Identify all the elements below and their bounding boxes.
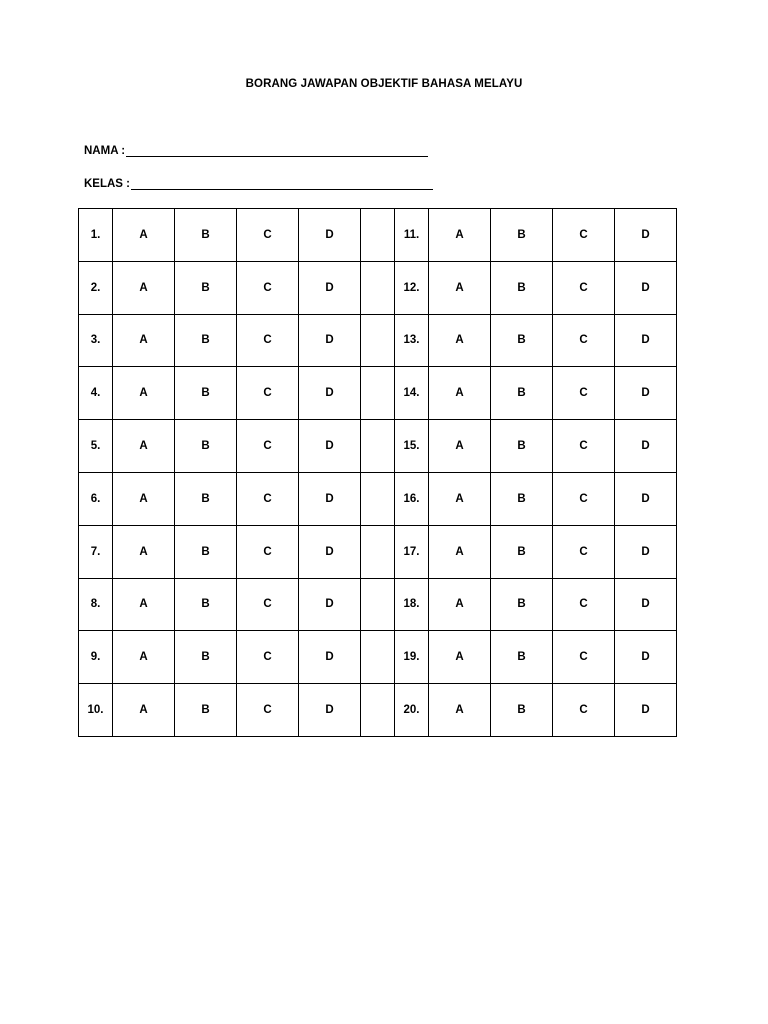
answer-option-a[interactable]: A [113,472,175,525]
answer-option-c[interactable]: C [553,578,615,631]
answer-option-a[interactable]: A [429,261,491,314]
answer-option-d[interactable]: D [299,525,361,578]
answer-option-a[interactable]: A [113,367,175,420]
answer-option-c[interactable]: C [553,472,615,525]
answer-option-d[interactable]: D [615,578,677,631]
table-row [79,367,677,420]
table-row [79,314,677,367]
spacer-cell [361,472,395,525]
answer-option-d[interactable]: D [615,261,677,314]
answer-option-b[interactable]: B [175,367,237,420]
question-number: 1. [79,209,113,262]
answer-option-b[interactable]: B [491,684,553,737]
answer-option-d[interactable]: D [615,209,677,262]
answer-option-a[interactable]: A [429,420,491,473]
answer-option-d[interactable]: D [615,314,677,367]
answer-option-b[interactable]: B [491,631,553,684]
answer-option-b[interactable]: B [175,472,237,525]
spacer-cell [361,209,395,262]
answer-option-b[interactable]: B [491,209,553,262]
question-number: 10. [79,684,113,737]
spacer-cell [361,631,395,684]
answer-option-c[interactable]: C [553,314,615,367]
answer-option-b[interactable]: B [175,420,237,473]
answer-option-a[interactable]: A [113,420,175,473]
table-row [79,261,677,314]
answer-option-c[interactable]: C [237,684,299,737]
answer-option-c[interactable]: C [553,525,615,578]
answer-option-d[interactable]: D [615,472,677,525]
answer-option-b[interactable]: B [491,367,553,420]
spacer-cell [361,367,395,420]
answer-option-a[interactable]: A [113,684,175,737]
table-row [79,684,677,737]
answer-option-b[interactable]: B [491,261,553,314]
answer-option-d[interactable]: D [299,684,361,737]
answer-option-d[interactable]: D [615,684,677,737]
answer-option-b[interactable]: B [491,525,553,578]
answer-option-c[interactable]: C [237,420,299,473]
answer-option-d[interactable]: D [299,420,361,473]
answer-option-b[interactable]: B [175,631,237,684]
question-number: 19. [395,631,429,684]
answer-option-c[interactable]: C [237,314,299,367]
answer-option-b[interactable]: B [491,578,553,631]
answer-option-d[interactable]: D [299,209,361,262]
answer-option-d[interactable]: D [615,420,677,473]
answer-option-d[interactable]: D [299,314,361,367]
answer-option-c[interactable]: C [237,209,299,262]
table-row [79,420,677,473]
answer-option-a[interactable]: A [429,209,491,262]
nama-underline[interactable] [126,144,428,157]
answer-option-d[interactable]: D [299,472,361,525]
answer-option-c[interactable]: C [553,420,615,473]
question-number: 20. [395,684,429,737]
answer-option-b[interactable]: B [175,209,237,262]
question-number: 18. [395,578,429,631]
spacer-cell [361,314,395,367]
answer-option-d[interactable]: D [299,578,361,631]
spacer-cell [361,684,395,737]
form-title: BORANG JAWAPAN OBJEKTIF BAHASA MELAYU [245,78,523,90]
answer-option-c[interactable]: C [553,209,615,262]
answer-option-c[interactable]: C [553,631,615,684]
spacer-cell [361,578,395,631]
answer-option-b[interactable]: B [491,472,553,525]
answer-option-c[interactable]: C [237,261,299,314]
answer-option-b[interactable]: B [175,314,237,367]
spacer-cell [361,261,395,314]
answer-option-d[interactable]: D [615,631,677,684]
question-number: 12. [395,261,429,314]
question-number: 13. [395,314,429,367]
question-number: 9. [79,631,113,684]
answer-option-b[interactable]: B [175,578,237,631]
question-number: 11. [395,209,429,262]
answer-option-d[interactable]: D [615,367,677,420]
answer-option-a[interactable]: A [113,525,175,578]
answer-option-a[interactable]: A [429,525,491,578]
question-number: 2. [79,261,113,314]
nama-field[interactable] [84,144,428,157]
question-number: 17. [395,525,429,578]
table-row [79,525,677,578]
question-number: 8. [79,578,113,631]
answer-option-a[interactable]: A [113,261,175,314]
answer-option-d[interactable]: D [299,261,361,314]
answer-option-c[interactable]: C [237,631,299,684]
answer-option-b[interactable]: B [175,525,237,578]
spacer-cell [361,420,395,473]
answer-option-b[interactable]: B [491,314,553,367]
answer-option-b[interactable]: B [491,420,553,473]
answer-option-a[interactable]: A [429,684,491,737]
question-number: 6. [79,472,113,525]
answer-option-c[interactable]: C [553,684,615,737]
answer-option-c[interactable]: C [237,578,299,631]
question-number: 5. [79,420,113,473]
answer-option-a[interactable]: A [113,631,175,684]
answer-option-a[interactable]: A [429,314,491,367]
answer-option-a[interactable]: A [429,578,491,631]
answer-option-c[interactable]: C [553,261,615,314]
answer-option-c[interactable]: C [553,367,615,420]
answer-option-c[interactable]: C [237,525,299,578]
kelas-field[interactable] [84,177,433,190]
spacer-cell [361,525,395,578]
answer-table [78,208,677,737]
answer-option-a[interactable]: A [429,472,491,525]
kelas-underline[interactable] [131,177,433,190]
question-number: 3. [79,314,113,367]
table-row [79,472,677,525]
answer-option-a[interactable]: A [113,314,175,367]
answer-option-d[interactable]: D [299,631,361,684]
answer-option-a[interactable]: A [113,209,175,262]
answer-option-b[interactable]: B [175,684,237,737]
question-number: 14. [395,367,429,420]
kelas-label: KELAS : [84,178,130,190]
question-number: 7. [79,525,113,578]
answer-option-c[interactable]: C [237,367,299,420]
table-row [79,209,677,262]
question-number: 15. [395,420,429,473]
answer-option-b[interactable]: B [175,261,237,314]
table-row [79,578,677,631]
answer-option-d[interactable]: D [615,525,677,578]
answer-option-d[interactable]: D [299,367,361,420]
answer-table-body [79,209,677,737]
nama-label: NAMA : [84,145,126,157]
question-number: 4. [79,367,113,420]
answer-option-a[interactable]: A [429,367,491,420]
answer-option-a[interactable]: A [429,631,491,684]
table-row [79,631,677,684]
answer-option-c[interactable]: C [237,472,299,525]
question-number: 16. [395,472,429,525]
answer-option-a[interactable]: A [113,578,175,631]
